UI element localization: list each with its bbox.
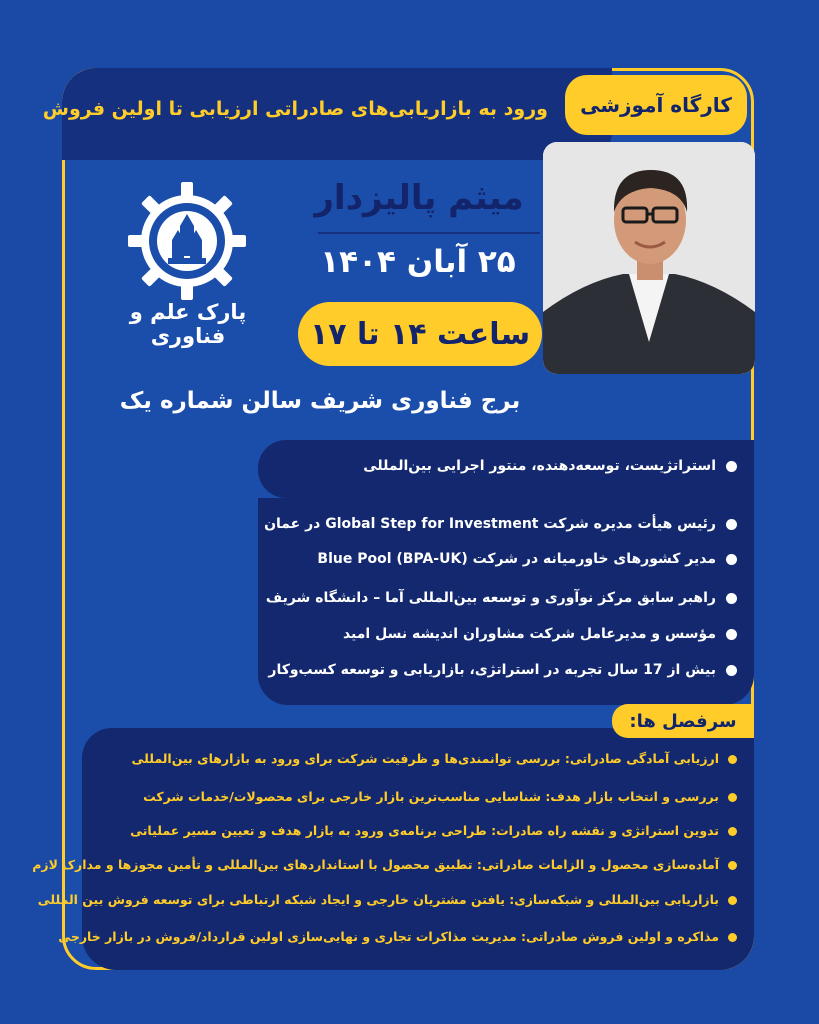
- bullet-icon: [728, 861, 737, 870]
- bullet-icon: [728, 933, 737, 942]
- bullet-icon: [726, 665, 737, 676]
- event-time: ساعت ۱۴ تا ۱۷: [298, 302, 542, 366]
- syllabus-item: بررسی و انتخاب بازار هدف: شناسایی مناسب‌ترین بازار خارجی برای محصولات/خدمات شرکت: [143, 789, 737, 804]
- bullet-icon: [728, 896, 737, 905]
- bullet-icon: [728, 793, 737, 802]
- bullet-icon: [726, 519, 737, 530]
- syllabus-item: آماده‌سازی محصول و الزامات صادراتی: تطبیق محصول با استانداردهای بین‌المللی و تأمین مجوزها و مدارک لازم: [32, 857, 737, 872]
- bullet-icon: [728, 827, 737, 836]
- syllabus-item: تدوین استراتژی و نقشه راه صادرات: طراحی برنامه‌ی ورود به بازار هدف و تعیین مسیر عملیاتی: [130, 823, 737, 838]
- bio-item: راهبر سابق مرکز نوآوری و توسعه بین‌المللی آما – دانشگاه شریف: [266, 590, 737, 606]
- bio-item: بیش از 17 سال تجربه در استراتژی، بازاریابی و توسعه کسب‌وکار: [268, 662, 737, 678]
- name-divider: [318, 232, 540, 234]
- bio-item: استراتژیست، توسعه‌دهنده، منتور اجرایی بین‌المللی: [363, 458, 737, 474]
- event-date: ۲۵ آبان ۱۴۰۴: [320, 244, 516, 280]
- syllabus-item: بازاریابی بین‌المللی و شبکه‌سازی: یافتن مشتریان خارجی و ایجاد شبکه ارتباطی برای توسعه فروش بین المللی: [38, 892, 737, 907]
- bullet-icon: [726, 629, 737, 640]
- bullet-icon: [726, 461, 737, 472]
- bio-item: مؤسس و مدیرعامل شرکت مشاوران اندیشه نسل امید: [343, 626, 737, 642]
- bullet-icon: [726, 593, 737, 604]
- workshop-title: ورود به بازاریابی‌های صادراتی ارزیابی تا اولین فروش: [42, 98, 548, 120]
- bio-item: مدیر کشورهای خاورمیانه در شرکت (Blue Pool (BPA-UK: [317, 551, 737, 567]
- syllabus-title: سرفصل ها:: [612, 704, 754, 738]
- bullet-icon: [726, 554, 737, 565]
- workshop-tag: کارگاه آموزشی: [565, 75, 747, 135]
- bio-item: رئیس هیأت مدیره شرکت Global Step for Investment در عمان: [264, 516, 737, 532]
- syllabus-item: ارزیابی آمادگی صادراتی: بررسی توانمندی‌ها و ظرفیت شرکت برای ورود به بازارهای بین‌المللی: [132, 751, 738, 766]
- park-logo-text: پارک علم و فناوری: [129, 300, 247, 348]
- syllabus-item: مذاکره و اولین فروش صادراتی: مدیریت مذاکرات تجاری و نهایی‌سازی اولین قرارداد/فروش در بازار خارجی: [58, 929, 737, 944]
- speaker-name: میثم پالیزدار: [314, 178, 524, 218]
- bullet-icon: [728, 755, 737, 764]
- speaker-photo: [543, 142, 755, 374]
- sharif-university-seal: [128, 182, 246, 304]
- venue: برج فناوری شریف سالن شماره یک: [119, 388, 521, 414]
